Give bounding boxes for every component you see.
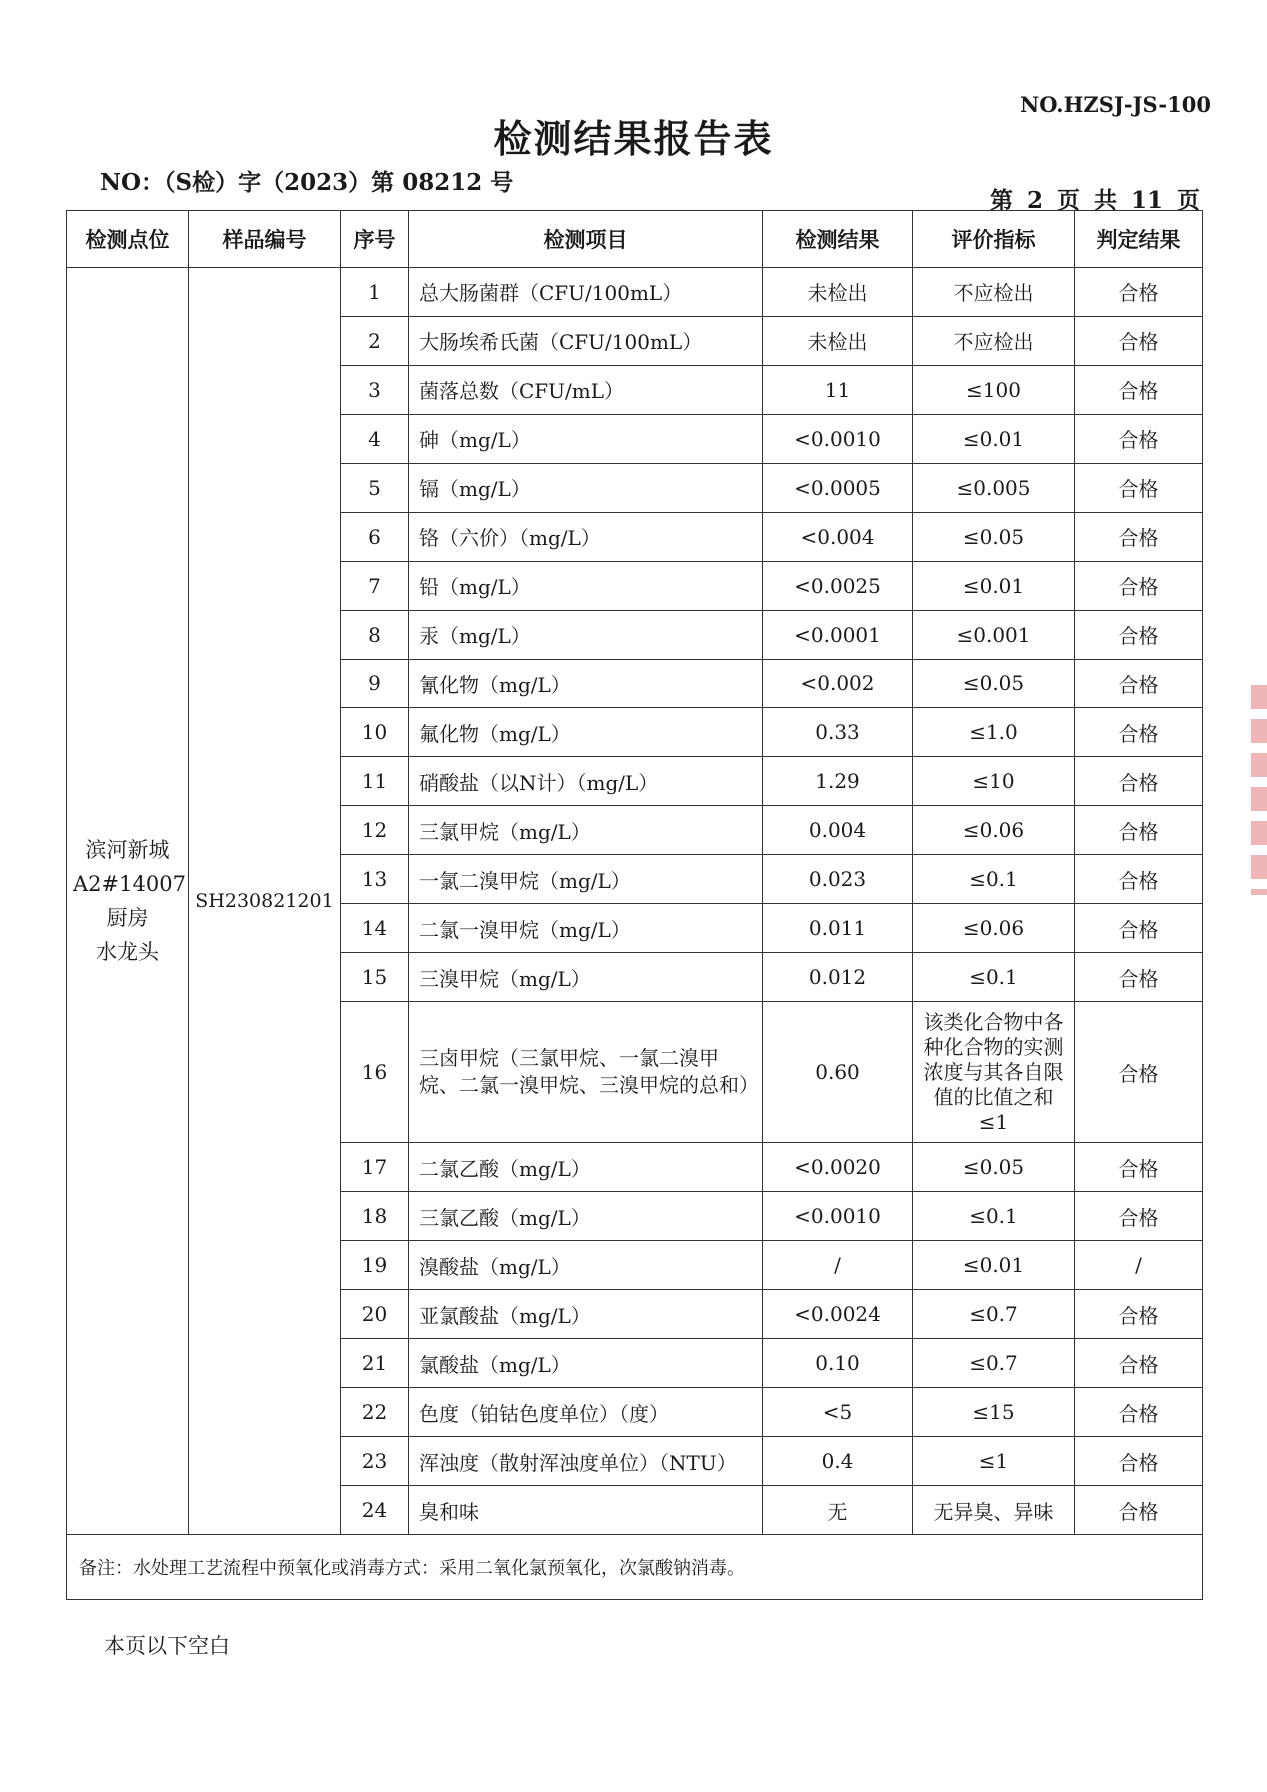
seq-cell: 6 <box>341 512 409 561</box>
criterion-cell: 无异臭、异味 <box>913 1486 1075 1535</box>
criterion-cell: ≤0.05 <box>913 512 1075 561</box>
judgment-cell: 合格 <box>1075 855 1203 904</box>
judgment-cell: 合格 <box>1075 806 1203 855</box>
header-row <box>67 211 1203 268</box>
seq-cell: 5 <box>341 463 409 512</box>
criterion-cell: ≤0.06 <box>913 904 1075 953</box>
result-cell: 0.012 <box>763 953 913 1002</box>
item-cell: 硝酸盐（以N计）（mg/L） <box>409 757 763 806</box>
item-cell: 三氯乙酸（mg/L） <box>409 1192 763 1241</box>
judgment-cell: 合格 <box>1075 1339 1203 1388</box>
sample-id-cell: SH230821201 <box>189 268 341 1535</box>
item-cell: 三氯甲烷（mg/L） <box>409 806 763 855</box>
item-cell: 总大肠菌群（CFU/100mL） <box>409 268 763 317</box>
item-cell: 亚氯酸盐（mg/L） <box>409 1290 763 1339</box>
criterion-cell: ≤0.7 <box>913 1339 1075 1388</box>
item-cell: 氯酸盐（mg/L） <box>409 1339 763 1388</box>
item-cell: 三溴甲烷（mg/L） <box>409 953 763 1002</box>
seq-cell: 17 <box>341 1143 409 1192</box>
seq-cell: 4 <box>341 414 409 463</box>
result-cell: <0.0005 <box>763 463 913 512</box>
criterion-cell: ≤0.01 <box>913 1241 1075 1290</box>
result-cell: / <box>763 1241 913 1290</box>
criterion-cell: 不应检出 <box>913 316 1075 365</box>
seq-cell: 9 <box>341 659 409 708</box>
table-row <box>67 268 1203 317</box>
result-cell: 0.011 <box>763 904 913 953</box>
criterion-cell: 该类化合物中各种化合物的实测浓度与其各自限值的比值之和≤1 <box>913 1002 1075 1143</box>
judgment-cell: 合格 <box>1075 610 1203 659</box>
item-cell: 二氯一溴甲烷（mg/L） <box>409 904 763 953</box>
report-number: NO：（S检）字（2023）第 08212 号 <box>100 169 514 196</box>
location-cell <box>67 268 189 1535</box>
result-cell: <0.004 <box>763 512 913 561</box>
result-cell: 未检出 <box>763 268 913 317</box>
criterion-cell: ≤0.1 <box>913 855 1075 904</box>
judgment-cell: 合格 <box>1075 268 1203 317</box>
judgment-cell: 合格 <box>1075 561 1203 610</box>
header-sample-id: 样品编号 <box>189 211 341 268</box>
seq-cell: 15 <box>341 953 409 1002</box>
criterion-cell: ≤0.05 <box>913 659 1075 708</box>
criterion-cell: ≤1.0 <box>913 708 1075 757</box>
location-line: 厨房 <box>106 906 149 930</box>
item-cell: 菌落总数（CFU/mL） <box>409 365 763 414</box>
seq-cell: 11 <box>341 757 409 806</box>
criterion-cell: ≤1 <box>913 1437 1075 1486</box>
result-cell: 无 <box>763 1486 913 1535</box>
seq-cell: 22 <box>341 1388 409 1437</box>
item-cell: 浑浊度（散射浑浊度单位）（NTU） <box>409 1437 763 1486</box>
result-cell: <0.0024 <box>763 1290 913 1339</box>
seq-cell: 7 <box>341 561 409 610</box>
seq-cell: 10 <box>341 708 409 757</box>
seq-cell: 8 <box>341 610 409 659</box>
result-cell: 0.60 <box>763 1002 913 1143</box>
item-cell: 氰化物（mg/L） <box>409 659 763 708</box>
criterion-cell: ≤15 <box>913 1388 1075 1437</box>
result-cell: <0.0025 <box>763 561 913 610</box>
page-title: 检测结果报告表 <box>493 116 774 161</box>
header-judgment: 判定结果 <box>1075 211 1203 268</box>
judgment-cell: 合格 <box>1075 1437 1203 1486</box>
seq-cell: 2 <box>341 316 409 365</box>
seq-cell: 12 <box>341 806 409 855</box>
item-cell: 汞（mg/L） <box>409 610 763 659</box>
item-cell: 铅（mg/L） <box>409 561 763 610</box>
location-line: 水龙头 <box>96 940 159 964</box>
blank-page-note: 本页以下空白 <box>104 1634 230 1658</box>
item-cell: 一氯二溴甲烷（mg/L） <box>409 855 763 904</box>
header-criterion: 评价指标 <box>913 211 1075 268</box>
result-cell: <0.0001 <box>763 610 913 659</box>
judgment-cell: 合格 <box>1075 757 1203 806</box>
item-cell: 臭和味 <box>409 1486 763 1535</box>
location-line: 滨河新城 <box>85 838 170 862</box>
judgment-cell: 合格 <box>1075 708 1203 757</box>
judgment-cell: 合格 <box>1075 1143 1203 1192</box>
criterion-cell: ≤10 <box>913 757 1075 806</box>
criterion-cell: ≤0.7 <box>913 1290 1075 1339</box>
criterion-cell: ≤0.01 <box>913 561 1075 610</box>
judgment-cell: / <box>1075 1241 1203 1290</box>
judgment-cell: 合格 <box>1075 1388 1203 1437</box>
result-cell: 1.29 <box>763 757 913 806</box>
judgment-cell: 合格 <box>1075 365 1203 414</box>
item-cell: 三卤甲烷（三氯甲烷、一氯二溴甲烷、二氯一溴甲烷、三溴甲烷的总和） <box>409 1002 763 1143</box>
judgment-cell: 合格 <box>1075 904 1203 953</box>
remark-row <box>67 1535 1203 1600</box>
seq-cell: 3 <box>341 365 409 414</box>
header-item: 检测项目 <box>409 211 763 268</box>
result-cell: 未检出 <box>763 316 913 365</box>
item-cell: 色度（铂钴色度单位）（度） <box>409 1388 763 1437</box>
result-cell: 11 <box>763 365 913 414</box>
item-cell: 大肠埃希氏菌（CFU/100mL） <box>409 316 763 365</box>
criterion-cell: ≤0.1 <box>913 953 1075 1002</box>
result-cell: <0.0010 <box>763 1192 913 1241</box>
seq-cell: 20 <box>341 1290 409 1339</box>
criterion-cell: ≤0.05 <box>913 1143 1075 1192</box>
result-cell: 0.023 <box>763 855 913 904</box>
judgment-cell: 合格 <box>1075 414 1203 463</box>
judgment-cell: 合格 <box>1075 512 1203 561</box>
judgment-cell: 合格 <box>1075 953 1203 1002</box>
result-cell: <0.0020 <box>763 1143 913 1192</box>
seq-cell: 18 <box>341 1192 409 1241</box>
item-cell: 砷（mg/L） <box>409 414 763 463</box>
result-cell: <0.0010 <box>763 414 913 463</box>
seq-cell: 1 <box>341 268 409 317</box>
page-info: 第 2 页 共 11 页 <box>990 187 1201 214</box>
criterion-cell: 不应检出 <box>913 268 1075 317</box>
criterion-cell: ≤0.01 <box>913 414 1075 463</box>
judgment-cell: 合格 <box>1075 1290 1203 1339</box>
header-result: 检测结果 <box>763 211 913 268</box>
item-cell: 二氯乙酸（mg/L） <box>409 1143 763 1192</box>
result-cell: 0.10 <box>763 1339 913 1388</box>
item-cell: 溴酸盐（mg/L） <box>409 1241 763 1290</box>
item-cell: 镉（mg/L） <box>409 463 763 512</box>
location-line: A2#14007 <box>73 872 186 896</box>
judgment-cell: 合格 <box>1075 316 1203 365</box>
remark: 备注：水处理工艺流程中预氧化或消毒方式：采用二氧化氯预氧化，次氯酸钠消毒。 <box>67 1535 1203 1600</box>
document-code: NO.HZSJ-JS-100 <box>1020 92 1211 117</box>
result-cell: <0.002 <box>763 659 913 708</box>
criterion-cell: ≤0.1 <box>913 1192 1075 1241</box>
judgment-cell: 合格 <box>1075 659 1203 708</box>
criterion-cell: ≤0.001 <box>913 610 1075 659</box>
seq-cell: 14 <box>341 904 409 953</box>
seq-cell: 13 <box>341 855 409 904</box>
result-cell: 0.004 <box>763 806 913 855</box>
results-table <box>66 210 1203 1600</box>
criterion-cell: ≤100 <box>913 365 1075 414</box>
item-cell: 铬（六价）（mg/L） <box>409 512 763 561</box>
seq-cell: 24 <box>341 1486 409 1535</box>
judgment-cell: 合格 <box>1075 1486 1203 1535</box>
result-cell: 0.4 <box>763 1437 913 1486</box>
header-location: 检测点位 <box>67 211 189 268</box>
result-cell: 0.33 <box>763 708 913 757</box>
header-seq: 序号 <box>341 211 409 268</box>
seq-cell: 23 <box>341 1437 409 1486</box>
judgment-cell: 合格 <box>1075 1192 1203 1241</box>
item-cell: 氟化物（mg/L） <box>409 708 763 757</box>
seal-stamp-edge <box>1251 685 1267 895</box>
seq-cell: 19 <box>341 1241 409 1290</box>
seq-cell: 21 <box>341 1339 409 1388</box>
seq-cell: 16 <box>341 1002 409 1143</box>
judgment-cell: 合格 <box>1075 463 1203 512</box>
judgment-cell: 合格 <box>1075 1002 1203 1143</box>
criterion-cell: ≤0.06 <box>913 806 1075 855</box>
criterion-cell: ≤0.005 <box>913 463 1075 512</box>
result-cell: <5 <box>763 1388 913 1437</box>
